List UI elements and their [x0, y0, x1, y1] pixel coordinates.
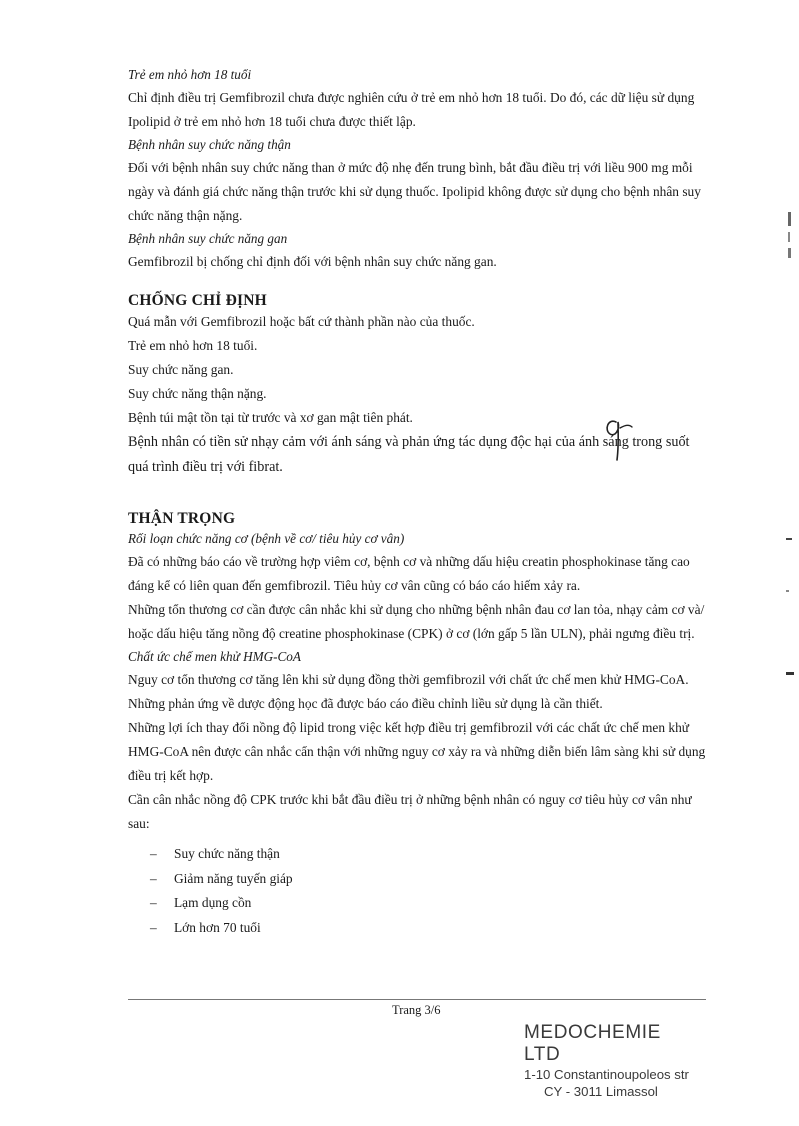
text-hmg-1: Nguy cơ tổn thương cơ tăng lên khi sử dụng đồng thời gemfibrozil với chất ức chế men khử HMG-CoA. Những phản ứng về dược động học đã được báo cáo điều chỉnh liều sử dụng là cần thiết. [128, 672, 689, 711]
text-hepatic: Gemfibrozil bị chống chỉ định đối với bệnh nhân suy chức năng gan. [128, 254, 497, 269]
contraindication-item: Bệnh túi mật tồn tại từ trước và xơ gan mật tiên phát. [128, 410, 413, 425]
list-item-text: Lớn hơn 70 tuổi [174, 919, 261, 935]
text-muscle-2: Những tổn thương cơ cần được cân nhắc khi sử dụng cho những bệnh nhân đau cơ lan tỏa, nhạy cảm cơ và/ hoặc dấu hiệu tăng nồng độ creatine phosphokinase (CPK) ở cơ (lớn gấp 5 lần ULN), phải ngưng điều trị. [128, 602, 705, 641]
contraindication-item: Suy chức năng gan. [128, 362, 234, 377]
scan-edge-mark [788, 212, 798, 260]
text-children: Chỉ định điều trị Gemfibrozil chưa được nghiên cứu ở trẻ em nhỏ hơn 18 tuổi. Do đó, các dữ liệu sử dụng Ipolipid ở trẻ em nhỏ hơn 18 tuổi chưa được thiết lập. [128, 90, 695, 129]
list-item [128, 916, 708, 941]
list-item [128, 867, 708, 892]
subtitle-hepatic: Bệnh nhân suy chức năng gan [128, 231, 288, 246]
list-item-text: Lạm dụng cồn [174, 895, 252, 910]
text-hmg-2: Những lợi ích thay đổi nồng độ lipid trong việc kết hợp điều trị gemfibrozil với các chất ức chế men khử HMG-CoA nên được cân nhắc cẩn thận với những nguy cơ xảy ra và những diễn biến lâm sàng khi sử dụng điều trị kết hợp. [128, 720, 706, 783]
scan-edge-mark [786, 538, 798, 688]
dash-marker: – [150, 846, 157, 861]
subtitle-hmg: Chất ức chế men khử HMG-CoA [128, 649, 301, 664]
company-stamp [524, 1022, 699, 1100]
text-renal: Đối với bệnh nhân suy chức năng than ở mức độ nhẹ đến trung bình, bắt đầu điều trị với liều 900 mg mỗi ngày và đánh giá chức năng thận trước khi sử dụng thuốc. Ipolipid không được sử dụng cho bệnh nhân suy chức năng thận nặng. [128, 160, 701, 223]
list-item-text: Suy chức năng thận [174, 846, 280, 861]
dash-marker: – [150, 870, 157, 886]
subtitle-renal: Bệnh nhân suy chức năng thận [128, 137, 291, 152]
contraindication-photosensitivity: Bệnh nhân có tiền sử nhạy cảm với ánh sáng và phản ứng tác dụng độc hại của ánh sáng trong suốt quá trình điều trị với fibrat. [128, 434, 690, 475]
contraindication-item: Quá mẫn với Gemfibrozil hoặc bất cứ thành phần nào của thuốc. [128, 314, 475, 329]
subtitle-muscle: Rối loạn chức năng cơ (bệnh về cơ/ tiêu hủy cơ vân) [128, 531, 405, 546]
company-address: 1-10 Constantinoupoleos str [524, 1067, 689, 1082]
page-number: Trang 3/6 [392, 1003, 441, 1017]
list-item [128, 891, 708, 916]
risk-factor-list [128, 842, 708, 940]
contraindication-item: Suy chức năng thận nặng. [128, 386, 267, 401]
dash-marker: – [150, 919, 157, 935]
list-item-text: Giảm năng tuyến giáp [174, 870, 293, 886]
page-content [128, 64, 708, 940]
heading-precautions: THẬN TRỌNG [128, 510, 236, 527]
company-name: MEDOCHEMIE LTD [524, 1022, 661, 1065]
footer-divider [128, 999, 706, 1000]
contraindication-item: Trẻ em nhỏ hơn 18 tuổi. [128, 338, 258, 353]
text-hmg-3: Cần cân nhắc nồng độ CPK trước khi bắt đầu điều trị ở những bệnh nhân có nguy cơ tiêu hủy cơ vân như sau: [128, 792, 692, 831]
text-muscle-1: Đã có những báo cáo về trường hợp viêm cơ, bệnh cơ và những dấu hiệu creatin phosphokinase tăng cao đáng kể có liên quan đến gemfibrozil. Tiêu hủy cơ vân cũng có báo cáo hiếm xảy ra. [128, 554, 690, 593]
dash-marker: – [150, 895, 157, 910]
subtitle-children: Trẻ em nhỏ hơn 18 tuổi [128, 67, 252, 82]
signature-mark [598, 408, 638, 464]
company-city: CY - 3011 Limassol [544, 1084, 658, 1099]
list-item [128, 842, 708, 867]
heading-contraindications: CHỐNG CHỈ ĐỊNH [128, 292, 267, 309]
